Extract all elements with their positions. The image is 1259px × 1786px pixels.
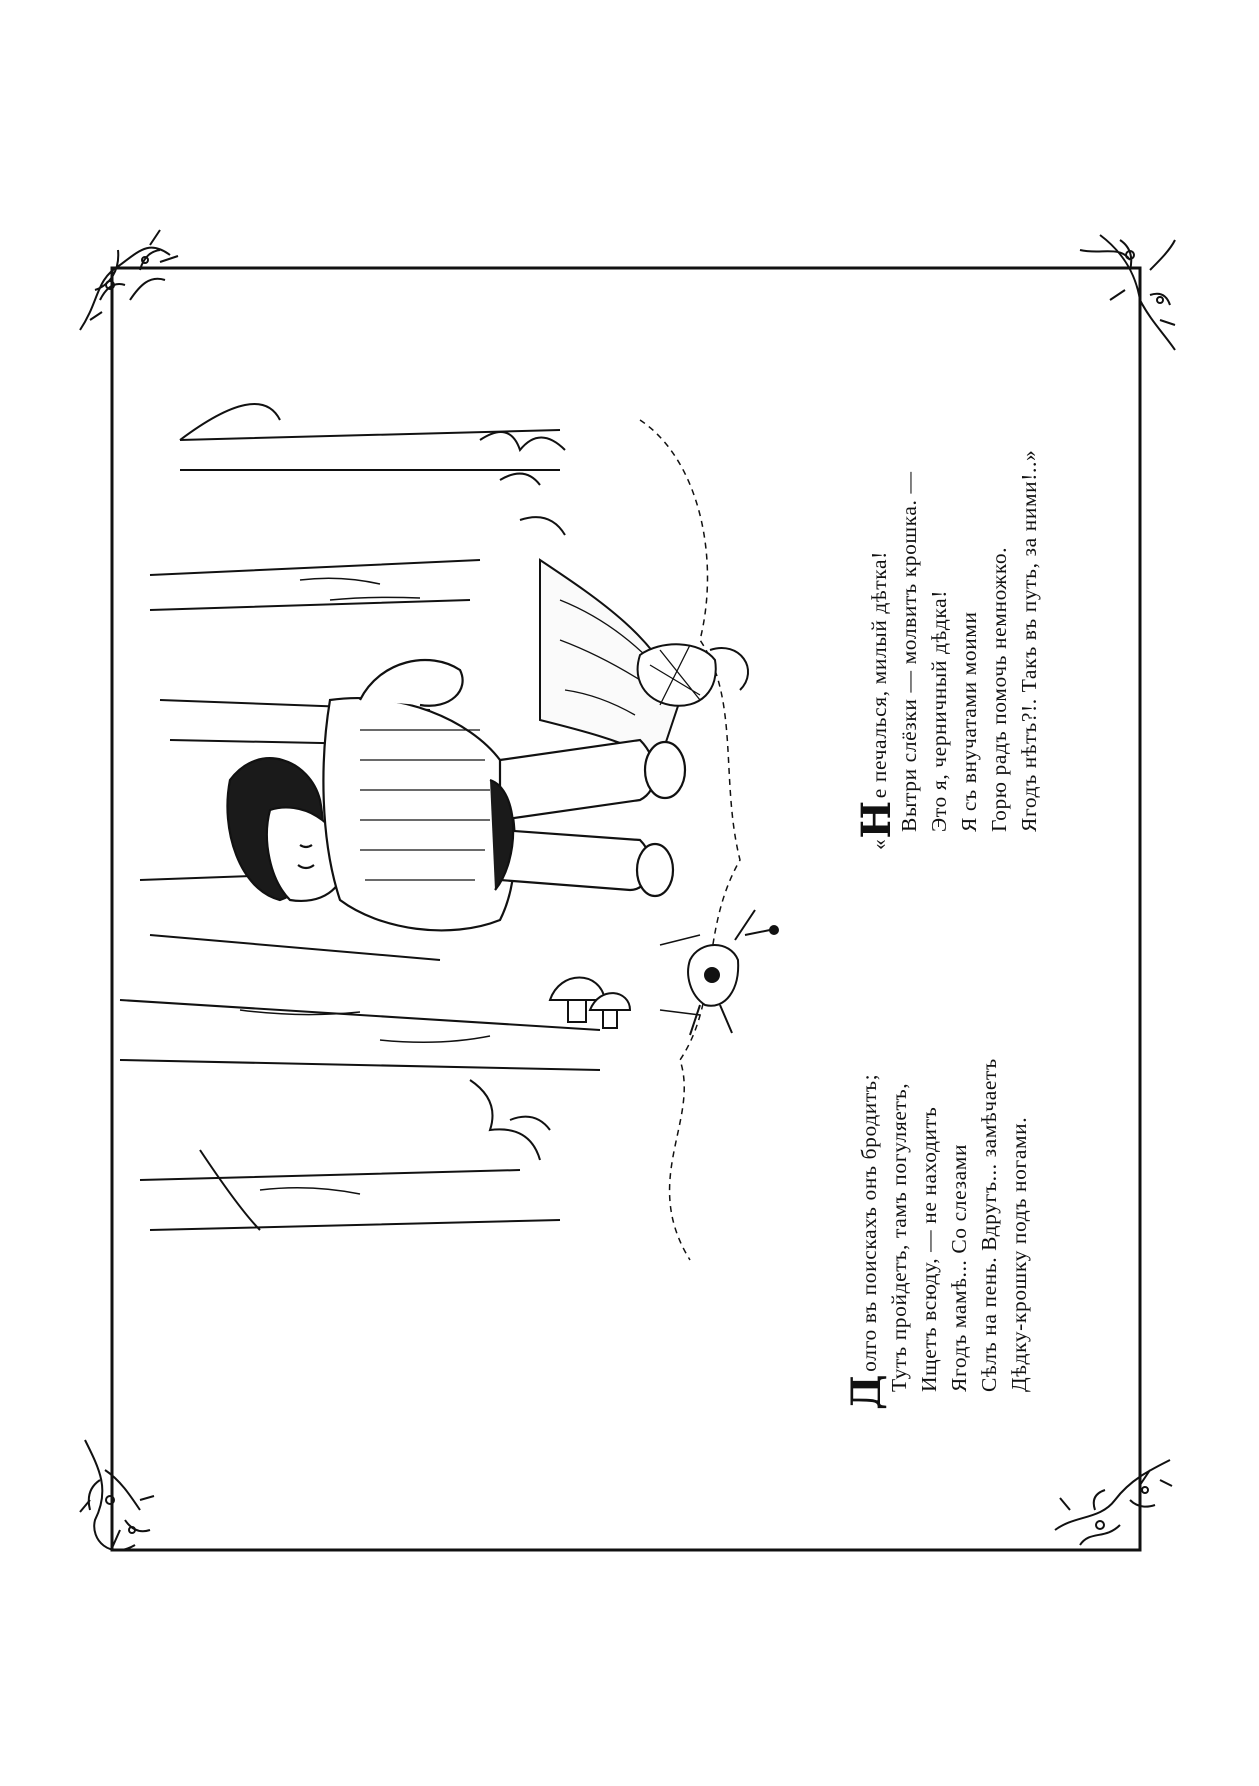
corner-ornament-icon [80, 230, 178, 330]
poem-line: Долго въ поискахъ онъ бродитъ; [843, 1073, 890, 1410]
poem-stanza-right [853, 449, 1044, 850]
poem-line: Это я, черничный дѣдка! [927, 589, 951, 832]
poem-line: Ягодъ мамѣ... Со слезами [947, 1143, 971, 1392]
corner-ornament-icon [80, 1440, 154, 1550]
mushroom-icon [550, 978, 630, 1029]
poem-line: «Не печалься, милый дѣтка! [853, 551, 900, 850]
poem-line: Горю радъ помочь немножко. [987, 546, 1011, 832]
drop-cap: Д [843, 1373, 890, 1410]
poem-line: Дѣдку-крошку подъ ногами. [1007, 1116, 1031, 1392]
corner-ornament-icon [1080, 235, 1175, 350]
poem-stanza-left [843, 1058, 1034, 1410]
poem-line: Ягодъ нѣтъ?!. Такъ въ путь, за ними!..» [1017, 449, 1041, 832]
corner-ornament-icon [1055, 1460, 1172, 1545]
drop-cap: Н [853, 800, 900, 839]
poem-line: Вытри слёзки — молвитъ крошка. — [897, 471, 921, 832]
gnome-icon [660, 910, 778, 1035]
basket-icon [638, 644, 748, 705]
poem-line: Ищетъ всюду, — не находитъ [917, 1106, 941, 1392]
poem-line: Сѣлъ на пень. Вдругъ... замѣчаетъ [977, 1058, 1001, 1392]
poem-line: Тутъ пройдетъ, тамъ погуляетъ, [887, 1082, 911, 1392]
poem-line: Я съ внучатами моими [957, 611, 981, 832]
